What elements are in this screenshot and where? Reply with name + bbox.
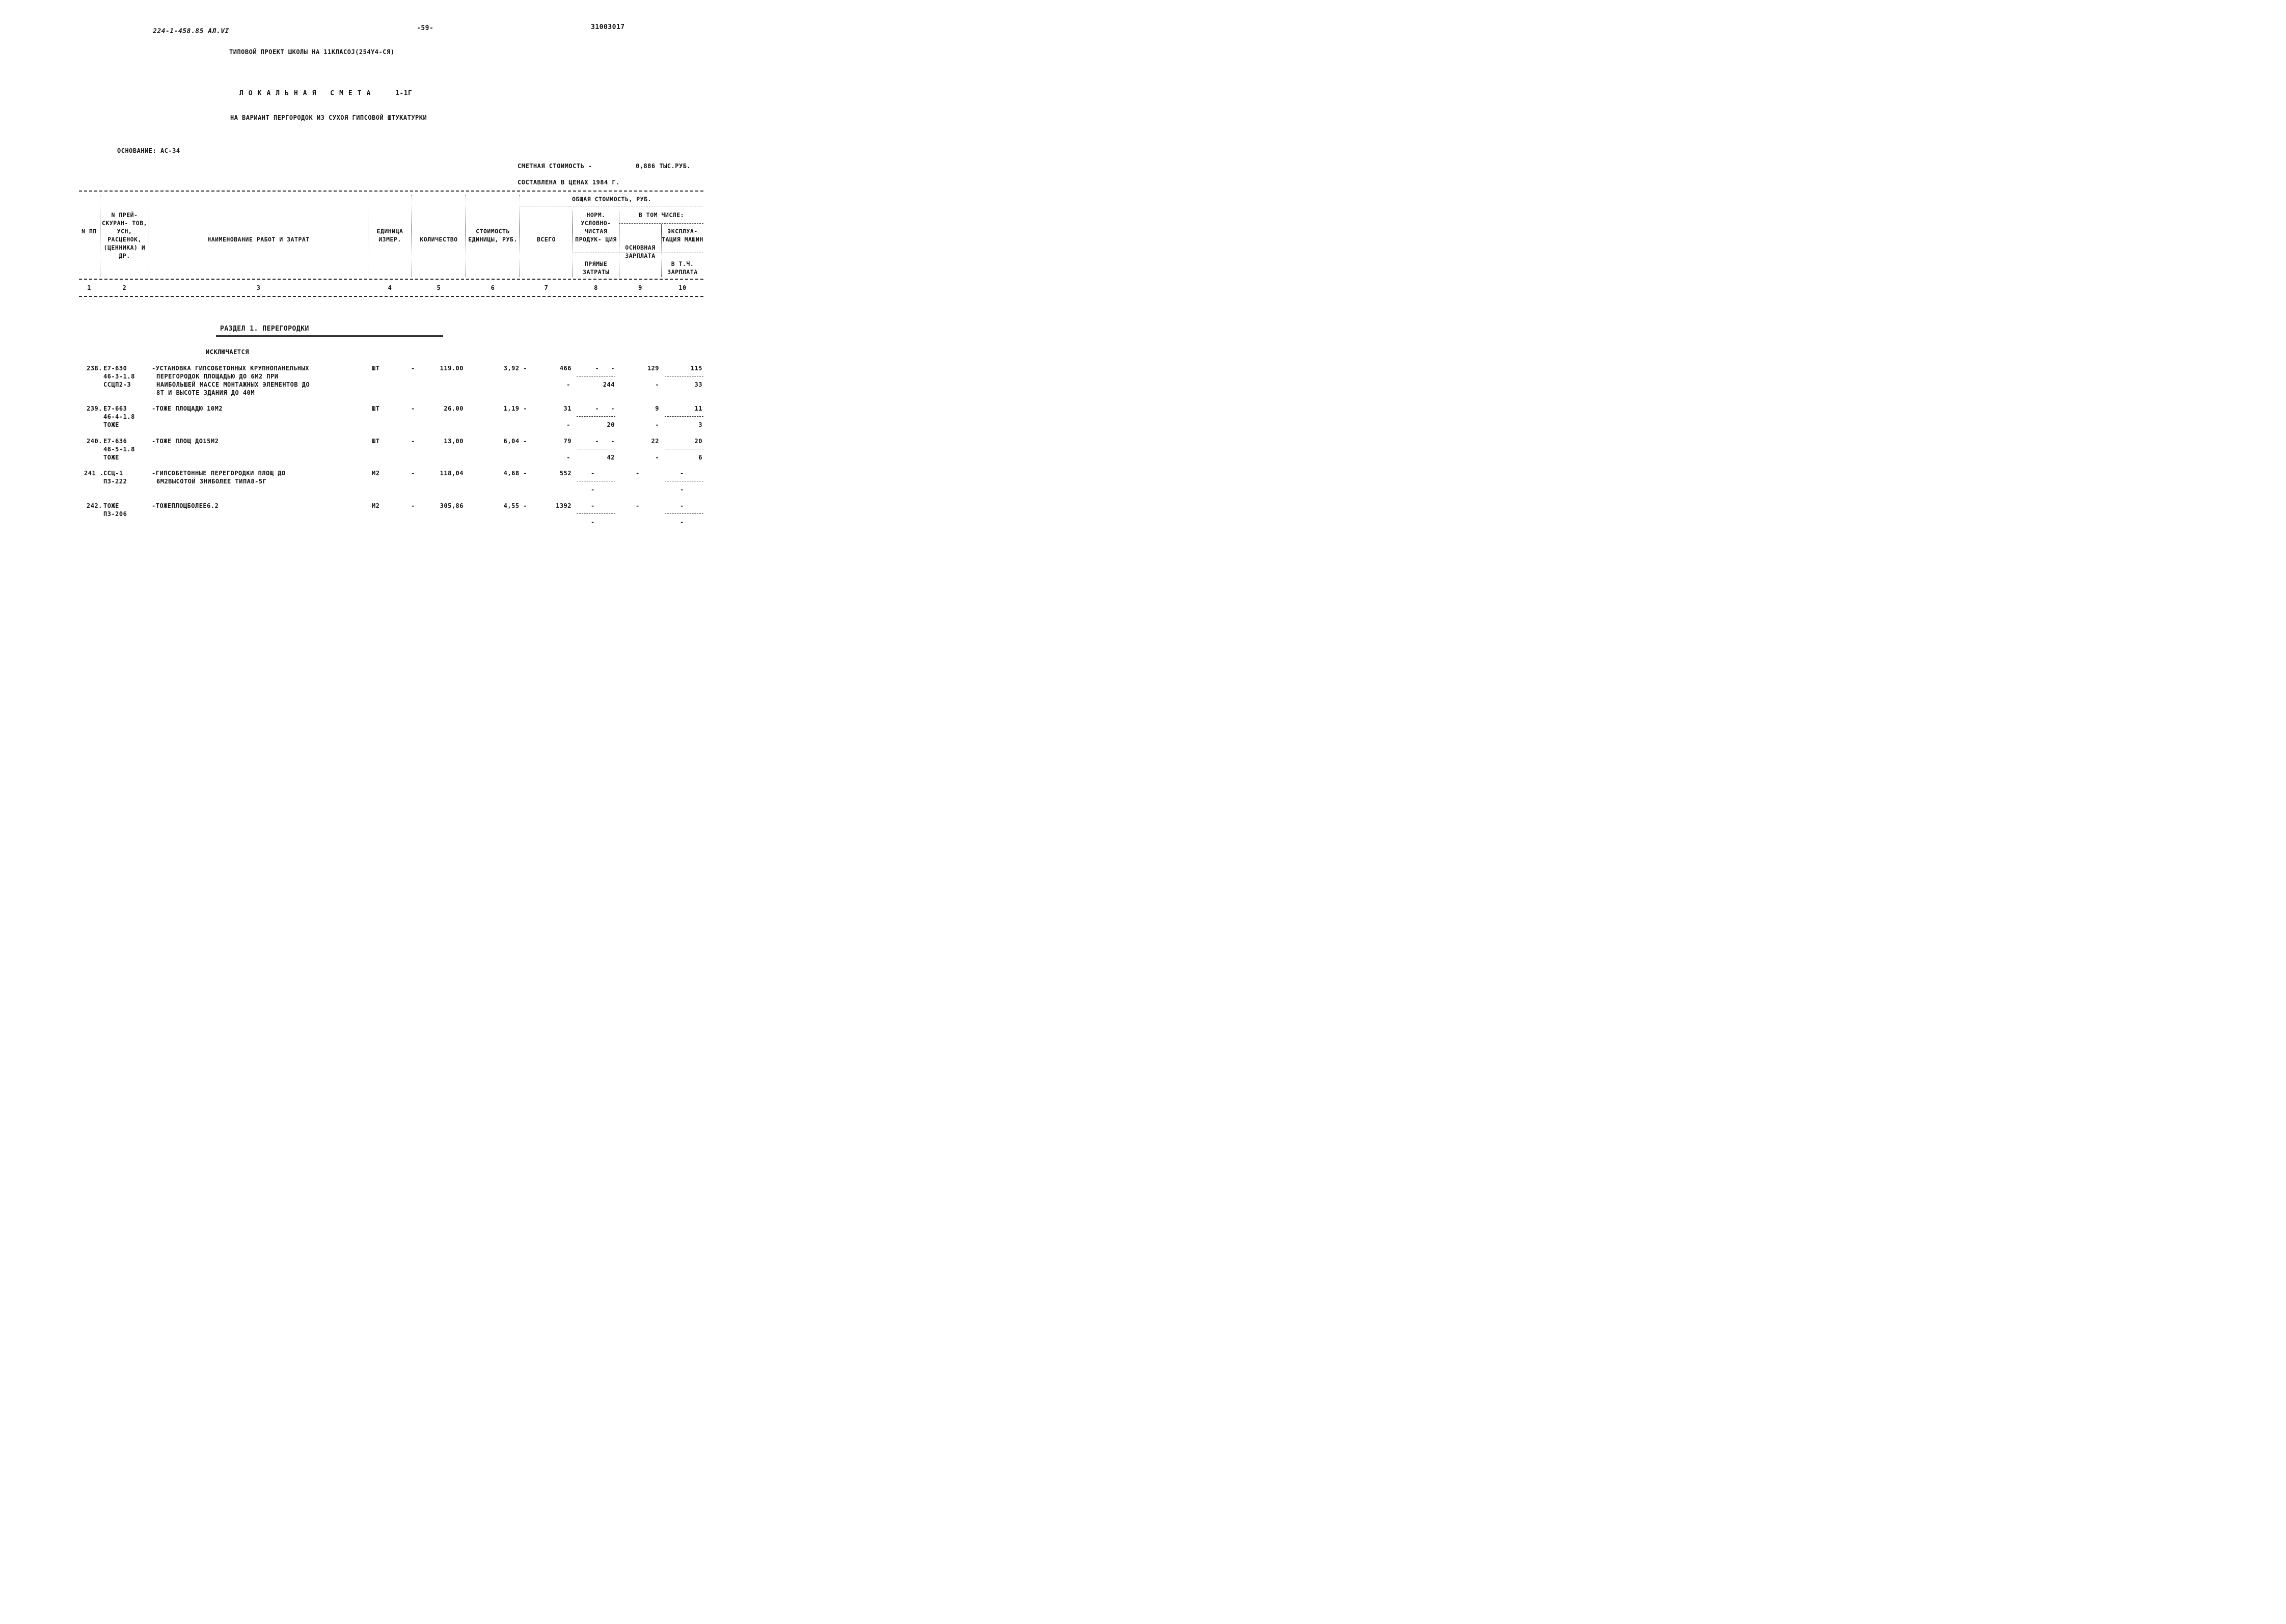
header-unit-cost: СТОИМОСТЬ ЕДИНИЦЫ, РУБ. [468, 228, 518, 243]
row-direct-costs: 42 [607, 454, 615, 461]
header-machine-salary: В Т.Ч. ЗАРПЛАТА [667, 260, 698, 276]
row-code: ТОЖЕ [103, 502, 119, 509]
header-base-salary: ОСНОВНАЯ ЗАРПЛАТА [625, 244, 656, 259]
row-total-direct: - [566, 454, 570, 461]
row-unit: ШТ [372, 365, 380, 372]
row-base-salary: - [636, 470, 640, 477]
row-unit-price: 6,04 - [503, 438, 527, 445]
row-total-direct: - [566, 381, 570, 388]
row-machine-salary: - [680, 486, 684, 493]
row-unit: ШТ [372, 438, 380, 445]
row-sign: - [411, 438, 415, 445]
column-number: 7 [544, 284, 549, 291]
row-net-production: - - [595, 438, 615, 445]
row-name: -ТОЖЕ ПЛОЩАДЮ 10М2 [152, 405, 223, 412]
row-unit-price: 4,68 - [503, 470, 527, 477]
row-code: ССЦ-1 [103, 470, 123, 477]
row-machine-salary: 6 [698, 454, 702, 461]
row-name: НАИБОЛЬШЕЙ МАССЕ МОНТАЖНЫХ ЭЛЕМЕНТОВ ДО [156, 381, 310, 388]
row-unit: М2 [372, 502, 380, 509]
row-code: П3-206 [103, 510, 127, 518]
row-unit-price: 4,55 - [503, 502, 527, 509]
header-quantity: КОЛИЧЕСТВО [420, 236, 458, 243]
column-number: 8 [594, 284, 598, 291]
row-sign: - [411, 405, 415, 412]
header-unit: ЕДИНИЦА ИЗМЕР. [376, 228, 403, 243]
row-total-direct: - [566, 421, 570, 428]
row-code: ТОЖЕ [103, 454, 119, 461]
row-name: -ТОЖЕПЛОЩБОЛЕЕ6.2 [152, 502, 219, 509]
header-work-name: НАИМЕНОВАНИЕ РАБОТ И ЗАТРАТ [207, 236, 310, 243]
row-sign: - [411, 502, 415, 509]
row-direct-costs: - [591, 519, 595, 526]
column-number: 10 [678, 284, 687, 291]
row-code: ССЦП2-3 [103, 381, 131, 388]
row-machine-operation: 115 [690, 365, 702, 372]
row-unit: М2 [372, 470, 380, 477]
estimate-subtitle: НА ВАРИАНТ ПЕРГОРОДОК ИЗ СУХОЯ ГИПСОВОЙ ШТУКАТУРКИ [230, 114, 427, 121]
row-name: -ГИПСОБЕТОННЫЕ ПЕРЕГОРОДКИ ПЛОЩ ДО [152, 470, 286, 477]
row-base-salary-2: - [655, 454, 659, 461]
row-unit: ШТ [372, 405, 380, 412]
column-number: 2 [122, 284, 127, 291]
header-row-number: N ПП [81, 228, 97, 235]
row-base-salary: 9 [655, 405, 659, 412]
row-total: 31 [563, 405, 572, 412]
header-net-production: НОРМ. УСЛОВНО- ЧИСТАЯ ПРОДУК- ЦИЯ [575, 211, 617, 243]
row-code: 46-3-1.8 [103, 373, 135, 380]
price-level: СОСТАВЛЕНА В ЦЕНАХ 1984 Г. [518, 179, 620, 186]
column-number: 1 [87, 284, 91, 291]
row-total: 466 [559, 365, 572, 372]
row-base-salary-2: - [655, 421, 659, 428]
row-base-salary: 129 [647, 365, 659, 372]
row-name: -ТОЖЕ ПЛОЩ ДО15М2 [152, 438, 219, 445]
project-title: ТИПОВОЙ ПРОЕКТ ШКОЛЫ НА 11КЛАСОJ(254Y4-СЯ) [229, 48, 395, 56]
column-number: 6 [491, 284, 495, 291]
row-code: 46-5-1.8 [103, 446, 135, 453]
row-base-salary: - [636, 502, 640, 509]
row-base-salary: 22 [651, 438, 659, 445]
row-total: 79 [563, 438, 572, 445]
row-code: ТОЖЕ [103, 421, 119, 428]
cost-value: 0,886 ТЫС.РУБ. [636, 163, 691, 170]
row-machine-salary: - [680, 519, 684, 526]
row-sign: - [411, 365, 415, 372]
header-price-code: N ПРЕЙ- СКУРАН- ТОВ, УСН, РАСЦЕНОК, (ЦЕННИКА) И ДР. [101, 211, 148, 259]
cost-label: СМЕТНАЯ СТОИМОСТЬ - [518, 163, 592, 170]
row-quantity: 118,04 [440, 470, 464, 477]
inventory-number: 31003017 [591, 23, 625, 31]
row-number: 241 . [84, 470, 104, 477]
header-total: ВСЕГО [536, 236, 556, 243]
row-sign: - [411, 470, 415, 477]
section-underline [216, 335, 443, 337]
row-net-production: - [591, 502, 595, 509]
row-total: 1392 [556, 502, 572, 509]
row-unit-price: 3,92 - [503, 365, 527, 372]
row-machine-salary: 33 [694, 381, 702, 388]
row-net-production: - [591, 470, 595, 477]
row-direct-costs: - [591, 486, 595, 493]
document-code: 224-1-458.85 АЛ.VI [153, 28, 229, 35]
row-machine-operation: - [680, 470, 684, 477]
row-number: 238. [87, 365, 102, 372]
row-quantity: 26.00 [444, 405, 464, 412]
estimate-title: ЛОКАЛЬНАЯ СМЕТА [239, 90, 376, 97]
header-including: В ТОМ ЧИСЛЕ: [638, 211, 685, 219]
row-machine-operation: 20 [694, 438, 702, 445]
row-name: -УСТАНОВКА ГИПСОБЕТОННЫХ КРУПНОПАНЕЛЬНЫХ [152, 365, 309, 372]
row-direct-costs: 244 [603, 381, 615, 388]
row-machine-operation: - [680, 502, 684, 509]
row-net-production: - - [595, 405, 615, 412]
row-number: 242. [87, 502, 102, 509]
column-number: 9 [638, 284, 642, 291]
row-number: 239. [87, 405, 102, 412]
row-code: Е7-636 [103, 438, 127, 445]
section-title: РАЗДЕЛ 1. ПЕРЕГОРОДКИ [220, 325, 309, 333]
row-number: 240. [87, 438, 102, 445]
column-number: 3 [256, 284, 261, 291]
row-name: 6М2ВЫСОТОЙ 3НИБОЛЕЕ ТИПА8-5Г [156, 478, 267, 485]
excluded-label: ИСКЛЮЧАЕТСЯ [206, 348, 249, 356]
row-code: Е7-663 [103, 405, 127, 412]
row-code: Е7-630 [103, 365, 127, 372]
row-total: 552 [559, 470, 572, 477]
column-number: 5 [437, 284, 441, 291]
row-unit-price: 1,19 - [503, 405, 527, 412]
row-code: П3-222 [103, 478, 127, 485]
header-machine-operation: ЭКСПЛУА- ТАЦИЯ МАШИН [662, 228, 703, 243]
row-quantity: 305,86 [440, 502, 464, 509]
column-number: 4 [388, 284, 392, 291]
row-quantity: 13,00 [444, 438, 464, 445]
row-machine-operation: 11 [694, 405, 702, 412]
row-quantity: 119.00 [440, 365, 464, 372]
row-name: ПЕРЕГОРОДОК ПЛОЩАДЬЮ ДО 6М2 ПРИ [156, 373, 279, 380]
row-base-salary-2: - [655, 381, 659, 388]
estimate-basis: ОСНОВАНИЕ: АС-34 [117, 147, 180, 154]
page-number: -59- [417, 24, 434, 32]
row-net-production: - - [595, 365, 615, 372]
estimate-number: 1-1Г [395, 90, 413, 97]
header-direct-costs: ПРЯМЫЕ ЗАТРАТЫ [583, 260, 609, 276]
row-machine-salary: 3 [698, 421, 702, 428]
row-name: 8Т И ВЫСОТЕ ЗДАНИЯ ДО 40М [156, 389, 255, 396]
row-direct-costs: 20 [607, 421, 615, 428]
row-code: 46-4-1.8 [103, 413, 135, 420]
header-total-cost: ОБЩАЯ СТОИМОСТЬ, РУБ. [572, 196, 651, 203]
